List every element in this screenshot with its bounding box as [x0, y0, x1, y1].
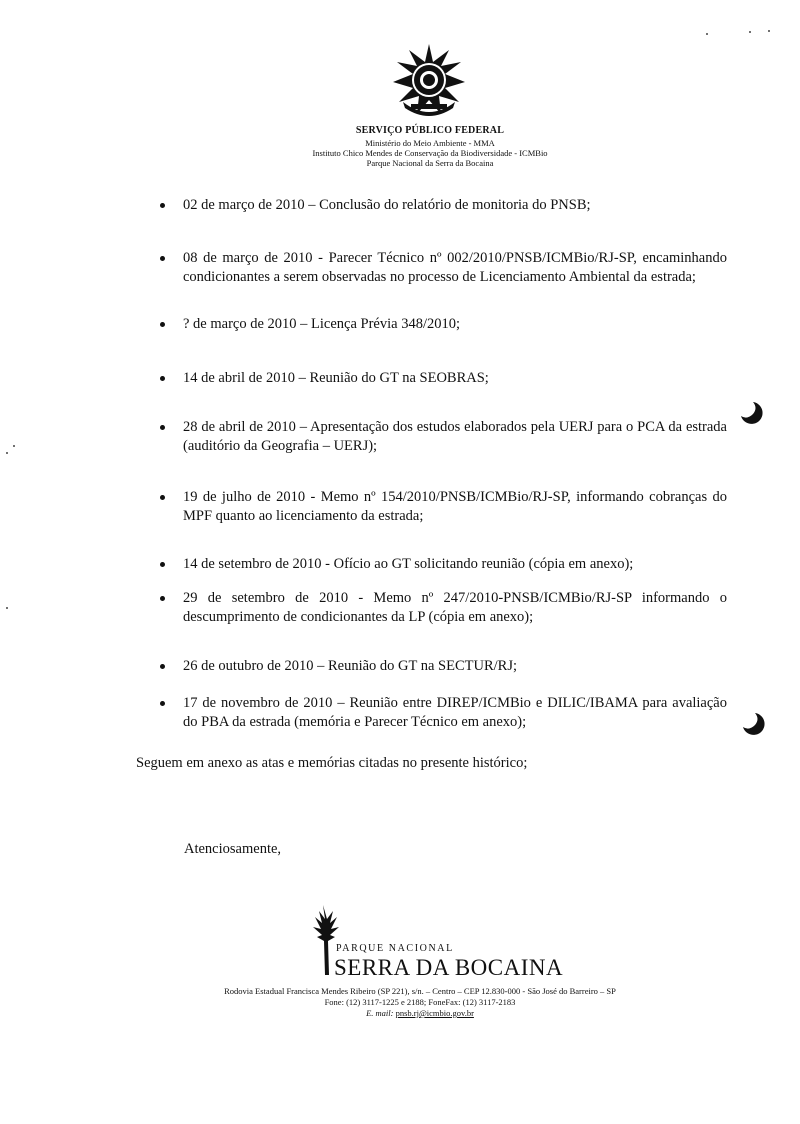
bullet-icon — [160, 596, 165, 601]
list-item-text: ? de março de 2010 – Licença Prévia 348/2010; — [183, 316, 461, 332]
park-name: SERRA DA BOCAINA — [334, 955, 564, 980]
list-item — [160, 694, 727, 732]
footer-phones: Fone: (12) 3117-1225 e 2188; FoneFax: (12) 3117-2183 — [324, 997, 516, 1007]
scan-speck — [768, 30, 770, 32]
header-park: Parque Nacional da Serra da Bocaina — [366, 158, 494, 168]
list-item-text: 26 de outubro de 2010 – Reunião do GT na SECTUR/RJ; — [183, 658, 518, 674]
list-item — [160, 196, 727, 215]
bullet-icon — [160, 495, 165, 500]
punch-hole-icon — [739, 400, 765, 426]
list-item-text: 19 de julho de 2010 - Memo nº 154/2010/PNSB/ICMBio/RJ-SP, informando cobranças do MPF quanto ao licenciamento da estrada; — [183, 489, 727, 524]
bullet-icon — [160, 701, 165, 706]
list-item-text: 29 de setembro de 2010 - Memo nº 247/2010-PNSB/ICMBio/RJ-SP informando o descumprimento de condicionantes da LP (cópia em anexo); — [183, 590, 727, 625]
bullet-icon — [160, 562, 165, 567]
scan-speck — [13, 445, 15, 447]
list-item — [160, 369, 727, 388]
header-ministry: Ministério do Meio Ambiente - MMA — [365, 138, 495, 148]
list-item — [160, 418, 727, 456]
list-item — [160, 555, 727, 574]
list-item-text: 08 de março de 2010 - Parecer Técnico nº 002/2010/PNSB/ICMBio/RJ-SP, encaminhando condicionantes a serem observadas no processo de Licenciamento Ambiental da estrada; — [183, 250, 727, 285]
park-label: PARQUE NACIONAL — [336, 943, 454, 954]
list-item — [160, 249, 727, 287]
scan-speck — [6, 607, 8, 609]
bullet-icon — [160, 203, 165, 208]
list-item — [160, 315, 727, 334]
scan-speck — [749, 31, 751, 33]
closing-text: Atenciosamente, — [184, 841, 282, 857]
coat-of-arms-icon — [389, 42, 469, 122]
header-title: SERVIÇO PÚBLICO FEDERAL — [355, 125, 505, 136]
list-item-text: 17 de novembro de 2010 – Reunião entre DIREP/ICMBio e DILIC/IBAMA para avaliação do PBA da estrada (memória e Parecer Técnico em anexo); — [183, 695, 727, 730]
scan-speck — [706, 33, 708, 35]
header-institute: Instituto Chico Mendes de Conservação da Biodiversidade - ICMBio — [312, 148, 548, 158]
footer-email-label: E. mail: — [366, 1008, 394, 1018]
list-item-text: 14 de setembro de 2010 - Ofício ao GT solicitando reunião (cópia em anexo); — [183, 556, 634, 572]
footer-address: Rodovia Estadual Francisca Mendes Ribeiro (SP 221), s/n. – Centro – CEP 12.830-000 - São José do Barreiro – SP — [224, 986, 616, 996]
punch-hole-icon — [741, 711, 767, 737]
list-item — [160, 589, 727, 627]
follow-up-text: Seguem em anexo as atas e memórias citadas no presente histórico; — [136, 755, 528, 771]
bullet-icon — [160, 664, 165, 669]
footer-email-line — [0, 1008, 800, 1019]
bullet-icon — [160, 256, 165, 261]
footer-email-link[interactable]: pnsb.rj@icmbio.gov.br — [395, 1008, 474, 1018]
bullet-icon — [160, 376, 165, 381]
bullet-icon — [160, 425, 165, 430]
scan-speck — [6, 452, 8, 454]
list-item-text: 28 de abril de 2010 – Apresentação dos estudos elaborados pela UERJ para o PCA da estrada (auditório da Geografia – UERJ); — [183, 419, 727, 454]
list-item — [160, 488, 727, 526]
bullet-icon — [160, 322, 165, 327]
list-item-text: 02 de março de 2010 – Conclusão do relatório de monitoria do PNSB; — [183, 197, 591, 213]
list-item — [160, 657, 727, 676]
list-item-text: 14 de abril de 2010 – Reunião do GT na SEOBRAS; — [183, 370, 489, 386]
